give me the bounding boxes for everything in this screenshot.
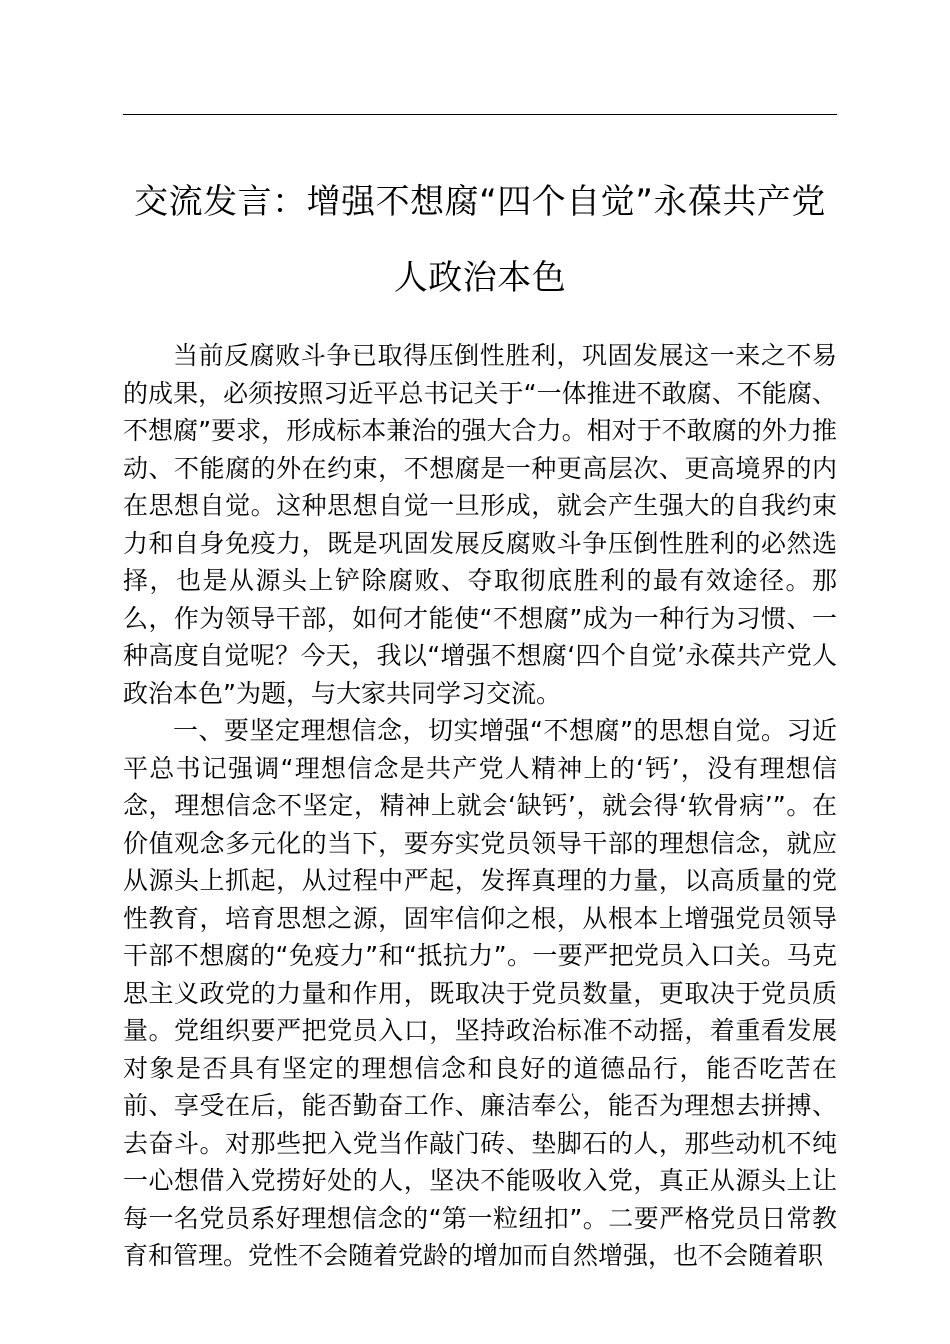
document-body [123, 337, 837, 1275]
paragraph-section-one: 一、要坚定理想信念，切实增强“不想腐”的思想自觉。习近平总书记强调“理想信念是共产党人精神上的‘钙’，没有理想信念，理想信念不坚定，精神上就会‘缺钙’，就会得‘软骨病’”。在价值观念多元化的当下，要夯实党员领导干部的理想信念，就应从源头上抓起，从过程中严起，发挥真理的力量，以高质量的党性教育，培育思想之源，固牢信仰之根，从根本上增强党员领导干部不想腐的“免疫力”和“抵抗力”。一要严把党员入口关。马克思主义政党的力量和作用，既取决于党员数量，更取决于党员质量。党组织要严把党员入口，坚持政治标准不动摇，着重看发展对象是否具有坚定的理想信念和良好的道德品行，能否吃苦在前、享受在后，能否勤奋工作、廉洁奉公，能否为理想去拼搏、去奋斗。对那些把入党当作敲门砖、垫脚石的人，那些动机不纯一心想借入党捞好处的人，坚决不能吸收入党，真正从源头上让每一名党员系好理想信念的“第一粒纽扣”。二要严格党员日常教育和管理。党性不会随着党龄的增加而自然增强，也不会随着职 [123, 716, 837, 1270]
document-title: 交流发言：增强不想腐“四个自觉”永葆共产党人政治本色 [134, 182, 826, 298]
paragraph-intro: 当前反腐败斗争已取得压倒性胜利，巩固发展这一来之不易的成果，必须按照习近平总书记关于“一体推进不敢腐、不能腐、不想腐”要求，形成标本兼治的强大合力。相对于不敢腐的外力推动、不能腐的外在约束，不想腐是一种更高层次、更高境界的内在思想自觉。这种思想自觉一旦形成，就会产生强大的自我约束力和自身免疫力，既是巩固发展反腐败斗争压倒性胜利的必然选择，也是从源头上铲除腐败、夺取彻底胜利的最有效途径。那么，作为领导干部，如何才能使“不想腐”成为一种行为习惯、一种高度自觉呢？今天，我以“增强不想腐‘四个自觉’永葆共产党人政治本色”为题，与大家共同学习交流。 [123, 341, 837, 708]
header-rule [123, 114, 837, 115]
